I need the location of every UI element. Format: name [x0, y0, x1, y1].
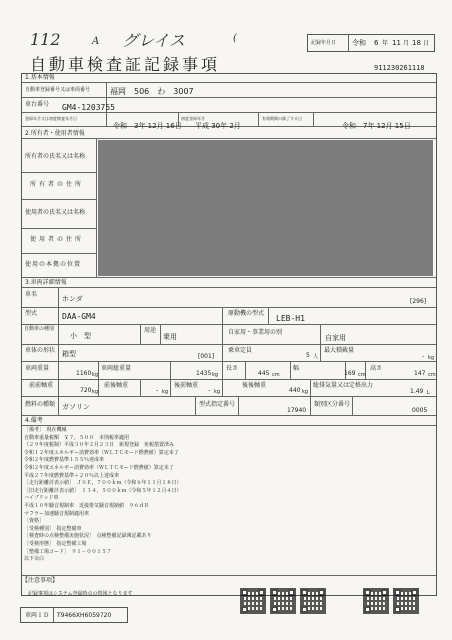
remarks-line: 自動車重量税額 ￥７，５００ 本則税率適用	[24, 434, 130, 441]
record-date-day: 18	[412, 39, 421, 47]
model-label: 型式	[25, 310, 38, 317]
maker-code: [296]	[410, 298, 427, 305]
height-value: 147	[414, 370, 426, 377]
qr-code	[240, 588, 266, 614]
model-designation-label: 型式指定番号	[199, 401, 236, 408]
record-date-month: 11	[392, 39, 401, 47]
rear-axle-label: 後後軸重	[242, 382, 267, 389]
reg-number-value: 福岡 506 わ 3007	[110, 87, 194, 96]
notes-heading: 【注意事項】	[22, 577, 59, 584]
car-id-box	[20, 607, 128, 623]
record-date-era: 令和	[352, 39, 366, 47]
qr-code	[270, 588, 296, 614]
remarks-line: 令和１２年度エネルギー消費効率（ＷＬＴＣモード燃費値）算定未了	[24, 449, 179, 456]
category-value: 0005	[412, 407, 428, 414]
day-unit: 日	[423, 40, 430, 47]
handwritten-number: 112	[30, 30, 61, 49]
length-label: 長さ	[226, 365, 239, 372]
front-axle-value: 720	[80, 387, 92, 394]
record-date-year: 6	[374, 39, 379, 47]
expiry-value: 令和 7年 12月 15日	[342, 122, 411, 130]
remarks-line: 令和２年度エネルギー消費効率（ＷＬＴＣモード燃費値）算定未了	[24, 464, 174, 471]
body-shape-code: [001]	[198, 353, 215, 360]
owner-name-label: 所有者の氏名又は名称	[25, 153, 86, 160]
first-registration-label: 登録年月又は初度検査年月日	[25, 116, 77, 121]
document-title: 自動車検査証記録事項	[30, 55, 221, 74]
remarks-line: 以下余白	[24, 556, 45, 563]
first-registration-value: 令和 3年 12月 16日	[113, 122, 182, 130]
remarks-list	[24, 428, 324, 565]
rear-axle-unit: kg	[302, 389, 309, 395]
redacted-owner-info	[98, 140, 433, 276]
base-location-label: 使用の本拠の位置	[25, 261, 82, 268]
width-unit: cm	[358, 372, 366, 378]
remarks-line: 平成２７年度燃費基準＋２０％以上達成車	[24, 472, 120, 479]
body-shape-label: 車体の形状	[25, 347, 56, 354]
model-designation-value: 17940	[287, 407, 307, 414]
remarks-line: （２９年度税制）平成３０年２月２３日 新規登録 免税措置済み	[24, 442, 175, 449]
displacement-unit: L	[427, 390, 430, 396]
maker-value: ホンダ	[62, 295, 83, 303]
section-owner-heading: 2.所有者・使用者情報	[25, 130, 85, 137]
owner-address-label: 所有者の住所	[30, 181, 85, 188]
section-vehicle-heading: 3.車両詳細情報	[25, 279, 67, 286]
car-id-value: T9466XH6059720	[57, 612, 112, 619]
notes-text: 記録事項はシステム登録時点の情報となります	[28, 591, 133, 597]
record-date-label: 記録年月日	[311, 40, 337, 46]
max-load-unit: kg	[428, 355, 435, 361]
weight-unit: kg	[92, 372, 99, 378]
capacity-value: 5	[306, 352, 310, 359]
vehicle-type-value: 小 型	[70, 332, 91, 340]
gross-weight-unit: kg	[212, 372, 219, 378]
remarks-line: 平成１０年騒音規制車 近接排気騒音規制値 ９６ｄＢ	[24, 502, 150, 509]
section-basic-heading: 1.基本情報	[25, 74, 55, 81]
rear-axle-value: 440	[289, 387, 301, 394]
handwritten-mark: (	[233, 33, 237, 44]
qr-code	[393, 588, 419, 614]
max-load-label: 最大積載量	[324, 347, 355, 354]
fuel-label: 燃料の種類	[25, 401, 56, 408]
section-remarks-heading: 4.備考	[25, 417, 43, 424]
handwritten-letter: A	[92, 36, 100, 47]
remarks-line: ［旧走行距離計表示値］ １３４，５００ｋｍ（令和５年１２月４日）	[24, 487, 182, 494]
remarks-line: ハイブリッド車	[24, 495, 59, 502]
weight-value: 1160	[76, 370, 92, 377]
width-value: 169	[344, 370, 356, 377]
remarks-line: ［走行距離計表示値］ ＪＳＥ，７００ｋｍ（令和６年１１月１８日）	[24, 480, 182, 487]
chassis-number-label: 車台番号	[25, 101, 50, 108]
chassis-number-value: GM4-1203755	[62, 103, 115, 112]
use-value: 乗用	[163, 333, 177, 341]
first-inspection-value: 平成 30年 2月	[195, 122, 241, 130]
model-value: DAA-GM4	[62, 312, 96, 321]
rear-front-axle-unit: kg	[214, 389, 221, 395]
reg-number-label: 自動車登録番号又は車両番号	[25, 87, 91, 93]
year-unit: 年	[382, 40, 389, 47]
car-id-label: 車両ＩＤ	[25, 612, 50, 619]
remarks-line: 令和２年度燃費基準１５５％達成車	[24, 457, 105, 464]
displacement-label: 総排気量又は定格出力	[313, 382, 374, 389]
capacity-unit: 人	[313, 354, 319, 360]
expiry-label: 有効期間の満了する日	[262, 116, 302, 121]
record-date-box	[307, 34, 435, 52]
length-unit: cm	[272, 372, 280, 378]
first-inspection-label: 初度登録年月	[181, 116, 205, 121]
qr-code	[300, 588, 326, 614]
engine-value: LEB-H1	[276, 314, 305, 323]
fuel-value: ガソリン	[62, 403, 90, 411]
front-axle-unit: kg	[92, 389, 99, 395]
remarks-line: ［受検種別］ 指定整備車	[24, 525, 82, 532]
remarks-line: ［資格］	[24, 518, 45, 525]
category-label: 類別区分番号	[314, 401, 351, 408]
capacity-label: 乗車定員	[228, 347, 253, 354]
engine-label: 原動機の型式	[228, 310, 265, 317]
front-rear-axle-label: 前後軸重	[104, 382, 129, 389]
front-axle-label: 前前軸重	[29, 382, 54, 389]
remarks-line: ［備考］ 現在機械	[24, 427, 67, 433]
remarks-line: ［受検形態］ 指定整備工場	[24, 540, 87, 547]
displacement-value: 1.49	[410, 388, 424, 395]
front-rear-axle-value: -	[156, 387, 159, 394]
handwritten-model-name: グレイス	[122, 31, 186, 50]
use-label: 用途	[144, 327, 157, 334]
vehicle-type-label: 自動車の種別	[24, 326, 55, 332]
length-value: 445	[258, 370, 270, 377]
remarks-line: ［検査時の点検整備実施状況］ 点検整備記録簿記載あり	[24, 533, 152, 540]
user-name-label: 使用者の氏名又は名称	[25, 209, 86, 216]
height-unit: cm	[428, 372, 436, 378]
rear-front-axle-label: 後前軸重	[174, 382, 199, 389]
width-label: 幅	[293, 365, 300, 372]
gross-weight-label: 車両総重量	[101, 365, 132, 372]
max-load-value: -	[422, 353, 425, 360]
document-number: 911230261118	[374, 64, 425, 72]
gross-weight-value: 1435	[196, 370, 212, 377]
front-rear-axle-unit: kg	[162, 389, 169, 395]
month-unit: 月	[403, 40, 410, 47]
remarks-line: マフラー加速騒音規制適用車	[24, 510, 90, 517]
remarks-line: ［整備工場コード］ ９１－００１５７	[24, 548, 112, 555]
height-label: 高さ	[370, 365, 383, 372]
rear-front-axle-value: -	[208, 387, 211, 394]
weight-label: 車両重量	[25, 365, 50, 372]
purpose-label: 自家用・事業用の別	[228, 329, 283, 336]
purpose-value: 自家用	[325, 334, 346, 342]
qr-code	[363, 588, 389, 614]
maker-label: 車名	[25, 291, 38, 298]
user-address-label: 使用者の住所	[30, 236, 85, 243]
body-shape-value: 箱型	[62, 350, 76, 358]
